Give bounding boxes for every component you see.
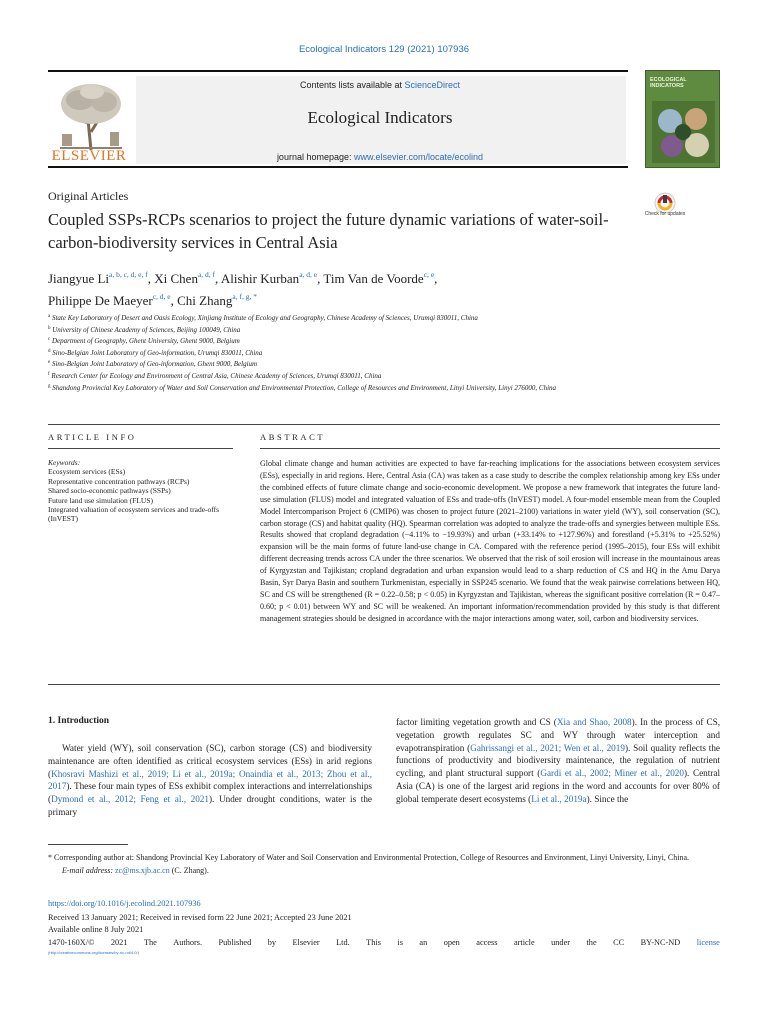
citation-link[interactable]: Xia and Shao, 2008 bbox=[556, 717, 632, 727]
author-affiliation-marks[interactable]: c, d, e bbox=[152, 292, 171, 301]
check-for-updates-icon[interactable] bbox=[648, 192, 682, 228]
author-list: Jiangyue Li$^{a, b, c, d, e, f}$, Xi Chen$^{a, d, f}$, Alishir Kurban$^{a, d, e}$, Tim Van de Voorde$^{c, e}$, Philippe De Maeyer$^{c, d, e}$, Chi Zhang$^{a, f, g, *}$ bbox=[48, 270, 438, 308]
check-for-updates-label[interactable]: Check for updates bbox=[644, 211, 686, 217]
article-info-heading-rule bbox=[48, 448, 233, 449]
article-type: Original Articles bbox=[48, 189, 129, 203]
doi-link[interactable]: https://doi.org/10.1016/j.ecolind.2021.107936 bbox=[48, 899, 201, 908]
author-affiliation-marks[interactable]: a, b, c, d, e, f bbox=[109, 270, 148, 279]
affiliation-item bbox=[48, 335, 620, 347]
elsevier-wordmark: ELSEVIER bbox=[51, 148, 127, 164]
intro-text: ). Under drought conditions, water is the primary bbox=[48, 794, 372, 817]
intro-text: factor limiting vegetation growth and CS ( bbox=[396, 717, 557, 727]
keyword-item[interactable]: Future land use simulation (FLUS) bbox=[48, 495, 153, 505]
corresponding-author-footnote bbox=[48, 852, 720, 877]
copyright-word: This bbox=[366, 938, 381, 947]
author-affiliation-marks[interactable]: a, d, e bbox=[299, 270, 318, 279]
keyword-item[interactable]: Integrated valuation of ecosystem services and trade-offs (InVEST) bbox=[48, 505, 220, 524]
affiliation-key: a bbox=[48, 314, 51, 319]
affiliation-key: c bbox=[48, 337, 51, 343]
copyright-word: Elsevier bbox=[292, 938, 320, 947]
author-affiliation-marks[interactable]: a, d, f bbox=[197, 270, 216, 279]
copyright-word: is bbox=[397, 938, 403, 947]
contents-available-line bbox=[180, 80, 580, 90]
abstract-heading-rule bbox=[260, 448, 720, 449]
email-link[interactable]: zc@ms.xjb.ac.cn bbox=[115, 865, 170, 875]
keyword-item[interactable]: Shared socio-economic pathways (SSPs) bbox=[48, 486, 171, 496]
intro-text: ). Central Asia (CA) is one of the largest arid regions in the word and accounts for over 80% of global temperate desert ecosystems ( bbox=[396, 768, 720, 804]
author-affiliation-marks[interactable]: a, f, g, * bbox=[232, 292, 257, 301]
journal-title: Ecological Indicators bbox=[307, 108, 453, 127]
intro-left-column bbox=[48, 742, 372, 819]
affiliation-key: d bbox=[48, 348, 51, 354]
journal-masthead bbox=[48, 70, 628, 168]
affiliation-list bbox=[48, 312, 620, 393]
copyright-word: access bbox=[476, 938, 498, 947]
abstract-text: Global climate change and human activities are expected to have far-reaching implications for the associations between ecosystem services (ESs), especially in arid regions. Here, Central Asia (CA) was taken as a case study to describe the complex relationship among key ESs under the combined effects of future climate change and socio-economic development. We propose a new framework that integrates the future land-use simulation (FLUS) model and integrated valuation of ESs and trade-offs (InVEST) model. A four-model ensemble mean from the Coupled Model Intercomparison Project 6 (CMIP6) was chosen to project future (2021–2100) variations in water yield (WY), soil conservation (SC), carbon storage (CS) and habitat quality (HQ). Spearman correlation was adopted to analyze the trade-offs and synergies between multiple ESs. Results showed that cropland degradation (−4.11% to −19.93%) and urban (+33.14% to +127.96%) and forestland (+5.31% to +25.52%) expansion will be the main forms of future land-use change in CA. Compared with the reference period (1995–2015), four ESs will exhibit different decreasing trends across CA under the three scenarios. We observed that the risk of soil erosion will increase in the mountainous areas of Kyrgyzstan and Tajikistan; cropland degradation and urban expansion would lead to a sharp reduction of CS and HQ in the Amu Darya Basin, Syr Darya Basin and southern Turkmenistan, especially in SSP245 scenario. We found that the weak pairwise correlations between HQ, SC and CS will be strengthened (R = 0.22–0.58; p < 0.05) in Kyrgyzstan and Tajikistan, whereas the significant positive correlation (R = 0.47–0.60; p < 0.01) between WY and SC will be weakened. An important information/recommendation provided by this study is that different management strategies should be designed in accordance with the major interactions among water, soil, carbon and biodiversity services. bbox=[260, 459, 720, 623]
affiliation-key: f bbox=[48, 371, 50, 377]
citation-link[interactable]: Li et al., 2019a bbox=[531, 793, 587, 804]
corresponding-author-text: * Corresponding author at: Shandong Provincial Key Laboratory of Water and Soil Conservation and Environmental Protection, College of Resources and Environment, Linyi University, Linyi, China. bbox=[48, 853, 690, 862]
affiliation-text: State Key Laboratory of Desert and Oasis Ecology, Xinjiang Institute of Ecology and Geography, Chinese Academy of Sciences, Urumqi 830011, China bbox=[51, 314, 478, 322]
affiliation-text: Sino-Belgian Joint Laboratory of Geo-information, Ghent 9000, Belgium bbox=[51, 360, 258, 369]
citation-link[interactable]: Gahrissangi et al., 2021; Wen et al., 2019 bbox=[470, 742, 625, 753]
copyright-word: open bbox=[443, 938, 460, 947]
copyright-word: Published bbox=[218, 938, 252, 947]
affiliation-item bbox=[48, 324, 620, 336]
affiliation-text: Research Center for Ecology and Environment of Central Asia, Chinese Academy of Sciences, Urumqi 830011, China bbox=[51, 371, 382, 380]
received-dates: Received 13 January 2021; Received in revised form 22 June 2021; Accepted 23 June 2021 bbox=[48, 913, 352, 922]
citation-link[interactable]: Gardi et al., 2002; Miner et al., 2020 bbox=[540, 768, 684, 779]
available-online-date: Available online 8 July 2021 bbox=[48, 925, 144, 934]
keywords-block bbox=[48, 458, 233, 524]
contents-prefix: Contents lists available at bbox=[299, 80, 405, 90]
abstract-bottom-rule bbox=[48, 684, 720, 685]
copyright-word: Ltd. bbox=[336, 938, 350, 947]
author-name[interactable]: Alishir Kurban bbox=[220, 271, 300, 286]
journal-homepage-line bbox=[180, 152, 580, 162]
affiliation-text: University of Chinese Academy of Sciences, Beijing 100049, China bbox=[52, 325, 241, 334]
journal-homepage-link[interactable]: www.elsevier.com/locate/ecolind bbox=[354, 152, 484, 162]
abstract-heading: ABSTRACT bbox=[260, 432, 326, 442]
author-affiliation-marks[interactable]: c, e bbox=[423, 270, 435, 279]
intro-text: ). These four main types of ESs exhibit complex interactions and interrelationships ( bbox=[48, 781, 372, 805]
intro-text: ). Soil quality reflects the functions of productivity and biodiversity maintenance, the regulation of nutrient cycling, and plant structural support ( bbox=[396, 742, 720, 779]
affiliation-key: e bbox=[48, 360, 51, 366]
copyright-word: license bbox=[696, 938, 720, 947]
copyright-word: the bbox=[586, 938, 597, 947]
keyword-item[interactable]: Representative concentration pathways (RCPs) bbox=[48, 476, 190, 486]
copyright-word: under bbox=[551, 938, 571, 947]
intro-right-column bbox=[396, 716, 720, 806]
citation-link[interactable]: Khosravi Mashizi et al., 2019; Li et al., 2019a; Onaindia et al., 2013; Zhou et al., 2017 bbox=[48, 768, 372, 792]
copyright-word: an bbox=[419, 938, 428, 947]
keyword-item[interactable]: Ecosystem services (ESs) bbox=[48, 467, 126, 477]
homepage-prefix: journal homepage: bbox=[276, 152, 354, 162]
author-name[interactable]: Tim Van de Voorde bbox=[323, 271, 424, 286]
cover-art bbox=[652, 101, 715, 163]
email-label: E-mail address: bbox=[62, 865, 116, 875]
footnote-rule bbox=[48, 844, 128, 845]
affiliation-item bbox=[48, 382, 620, 394]
affiliation-item bbox=[48, 370, 620, 382]
email-suffix: (C. Zhang). bbox=[169, 865, 209, 875]
keywords-label: Keywords: bbox=[48, 458, 81, 467]
copyright-word: article bbox=[513, 938, 535, 947]
affiliation-item bbox=[48, 347, 620, 359]
license-link[interactable]: (http://creativecommons.org/licenses/by-nc-nd/4.0/) bbox=[48, 950, 139, 955]
affiliation-text: Sino-Belgian Joint Laboratory of Geo-information, Urumqi 830011, China bbox=[52, 348, 263, 357]
article-title: Coupled SSPs-RCPs scenarios to project the future dynamic variations of water-soil-carbon-biodiversity services in Central Asia bbox=[48, 210, 609, 252]
intro-text: ). In the process of CS, vegetation growth regulates SC and WY through water interception and evapotranspiration ( bbox=[396, 717, 721, 753]
author-name[interactable]: Jiangyue Li bbox=[48, 271, 110, 286]
copyright-word: by bbox=[267, 938, 277, 947]
affiliation-item bbox=[48, 358, 620, 370]
copyright-word: 2021 bbox=[110, 938, 128, 947]
copyright-word: Authors. bbox=[173, 938, 203, 947]
author-name[interactable]: Xi Chen bbox=[154, 271, 198, 286]
affiliation-key: b bbox=[48, 325, 51, 331]
cover-title: ECOLOGICAL INDICATORS bbox=[650, 77, 687, 89]
copyright-word: 1470-160X/© bbox=[48, 938, 95, 947]
copyright-license-line bbox=[48, 938, 720, 947]
sciencedirect-link[interactable]: ScienceDirect bbox=[404, 80, 461, 90]
intro-text: ). Since the bbox=[586, 793, 629, 804]
citation-link[interactable]: Dymond et al., 2012; Feng et al., 2021 bbox=[51, 794, 209, 805]
author-name[interactable]: Philippe De Maeyer bbox=[48, 293, 153, 308]
affiliation-text: Department of Geography, Ghent University, Ghent 9000, Belgium bbox=[51, 337, 240, 346]
copyright-word: The bbox=[143, 938, 157, 947]
article-info-heading: ARTICLE INFO bbox=[48, 432, 137, 442]
affiliation-text: Shandong Provincial Key Laboratory of Water and Soil Conservation and Environmental Protection, College of Resources and Environment, Linyi University, Linyi 276000, China bbox=[52, 383, 557, 392]
introduction-heading: 1. Introduction bbox=[48, 716, 110, 726]
affiliation-key: g bbox=[48, 383, 51, 389]
intro-text: Water yield (WY), soil conservation (SC), carbon storage (CS) and biodiversity maintenance are often identified as critical ecosystem services (ESs) in arid regions ( bbox=[48, 743, 372, 779]
article-info-top-rule bbox=[48, 424, 720, 425]
email-line bbox=[48, 865, 720, 878]
affiliation-item bbox=[48, 312, 620, 324]
author-name[interactable]: Chi Zhang bbox=[177, 293, 233, 308]
journal-cover-thumbnail[interactable] bbox=[645, 70, 720, 168]
copyright-word: CC bbox=[613, 938, 625, 947]
copyright-word: BY-NC-ND bbox=[640, 938, 681, 947]
journal-reference[interactable]: Ecological Indicators 129 (2021) 107936 bbox=[298, 44, 470, 55]
